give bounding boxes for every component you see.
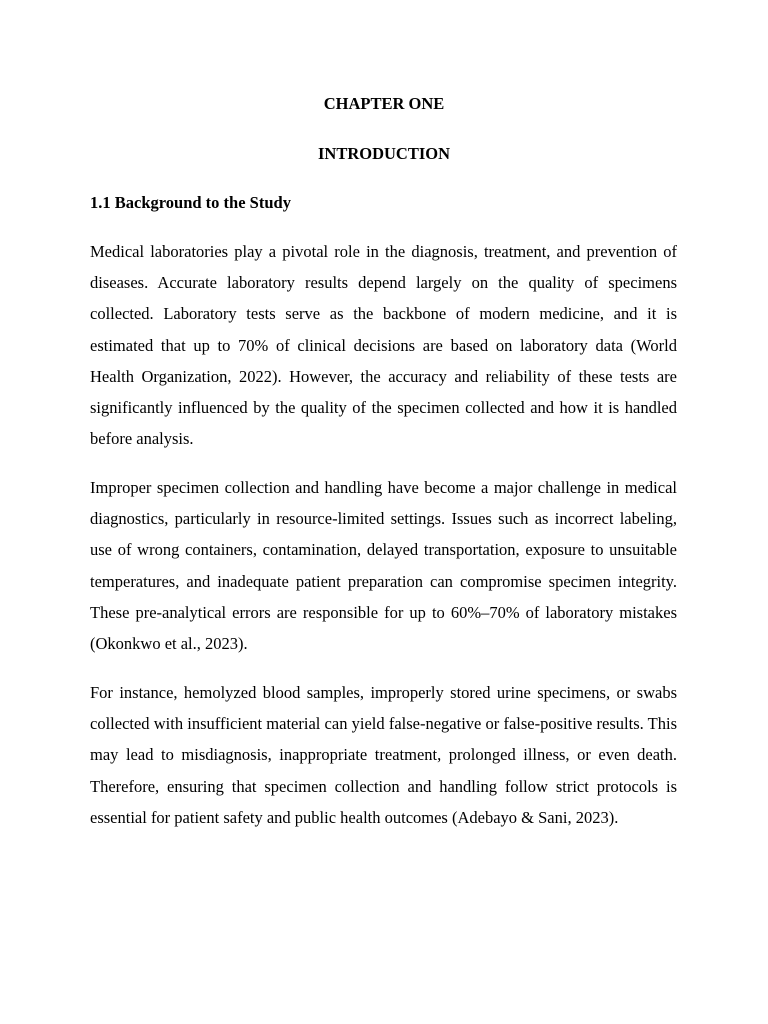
paragraph-background-2: Improper specimen collection and handling have become a major challenge in medical diagnostics, particularly in resource-limited settings. Issues such as incorrect labeling, use of wrong containers, contamination, delayed transportation, exposure to unsuitable temperatures, and inadequate patient preparation can compromise specimen integrity. These pre-analytical errors are responsible for up to 60%–70% of laboratory mistakes (Okonkwo et al., 2023). xyxy=(90,478,677,654)
paragraph-background-1: Medical laboratories play a pivotal role in the diagnosis, treatment, and prevention of diseases. Accurate laboratory results depend largely on the quality of specimens collected. Laboratory tests serve as the backbone of modern medicine, and it is estimated that up to 70% of clinical decisions are based on laboratory data (World Health Organization, 2022). However, the accuracy and reliability of these tests are significantly influenced by the quality of the specimen collected and how it is handled before analysis. xyxy=(90,242,677,449)
paragraph-background-3: For instance, hemolyzed blood samples, improperly stored urine specimens, or swabs collected with insufficient material can yield false-negative or false-positive results. This may lead to misdiagnosis, inappropriate treatment, prolonged illness, or even death. Therefore, ensuring that specimen collection and handling follow strict protocols is essential for patient safety and public health outcomes (Adebayo & Sani, 2023). xyxy=(90,683,677,827)
chapter-title: CHAPTER ONE xyxy=(323,94,445,113)
section-heading: 1.1 Background to the Study xyxy=(90,193,291,212)
chapter-subtitle: INTRODUCTION xyxy=(317,144,451,163)
